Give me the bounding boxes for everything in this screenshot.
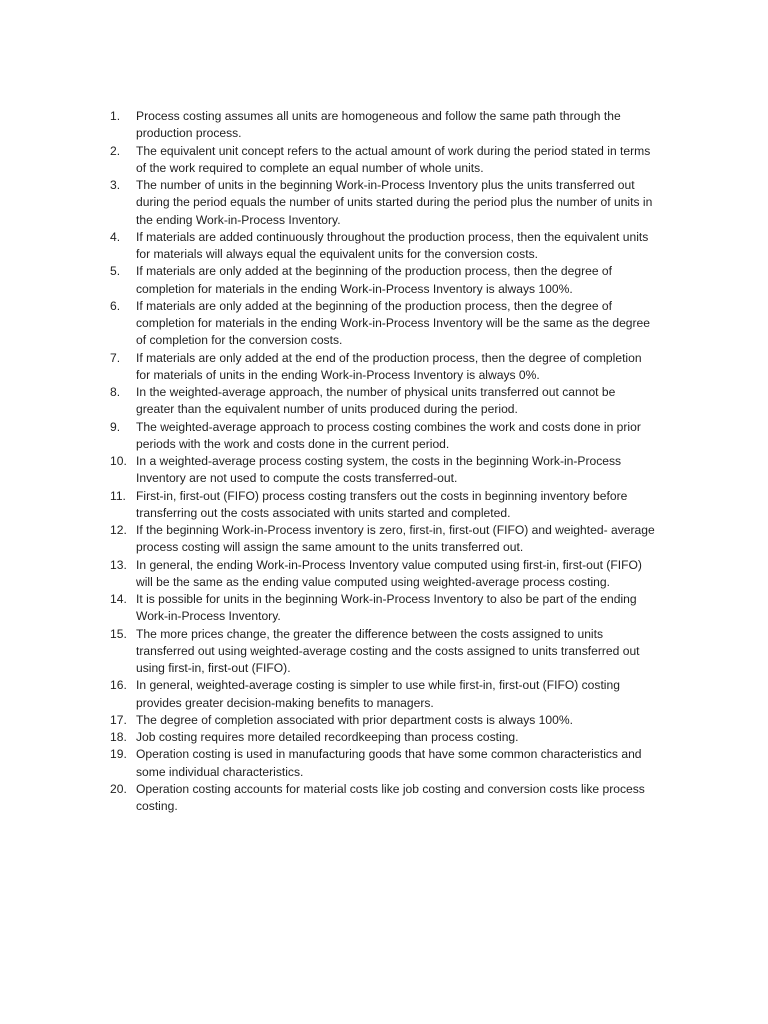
item-number: 13.: [110, 557, 127, 572]
list-item: [110, 350, 655, 385]
list-item: [110, 143, 655, 178]
item-text: The number of units in the beginning Work-in-Process Inventory plus the units transferred out during the period equals the number of units started during the period plus the number of units in the ending Work-in-Process Inventory.: [136, 178, 653, 227]
item-number: 7.: [110, 350, 121, 365]
item-number: 9.: [110, 419, 121, 434]
item-number: 1.: [110, 109, 121, 123]
item-number: 6.: [110, 298, 121, 313]
item-text: If materials are only added at the beginning of the production process, then the degree of completion for materials in the ending Work-in-Process Inventory will be the same as the degree of completion for the conversion costs.: [136, 298, 651, 348]
item-number: 20.: [110, 781, 127, 796]
item-text: The weighted-average approach to process costing combines the work and costs done in prior periods with the work and costs done in the current period.: [136, 419, 641, 451]
list-item: [110, 626, 655, 678]
item-text: First-in, first-out (FIFO) process costing transfers out the costs in beginning inventory before transferring out the costs associated with units started and completed.: [136, 488, 628, 520]
item-number: 5.: [110, 264, 121, 279]
item-number: 14.: [110, 592, 127, 606]
item-text: If materials are only added at the end of the production process, then the degree of completion for materials of units in the ending Work-in-Process Inventory is always 0%.: [136, 350, 642, 382]
item-text: Process costing assumes all units are homogeneous and follow the same path through the production process.: [136, 109, 621, 141]
item-text: If the beginning Work-in-Process inventory is zero, first-in, first-out (FIFO) and weighted- average process costing will assign the same amount to the units transferred out.: [136, 523, 655, 555]
statement-list: [110, 108, 655, 815]
item-text: If materials are added continuously throughout the production process, then the equivalent units for materials will always equal the equivalent units for the conversion costs.: [136, 229, 649, 261]
item-number: 15.: [110, 626, 127, 641]
list-item: [110, 229, 655, 264]
item-number: 12.: [110, 523, 127, 537]
item-text: Operation costing is used in manufacturing goods that have some common characteristics and some individual characteristics.: [136, 747, 642, 779]
item-number: 4.: [110, 229, 121, 244]
item-number: 10.: [110, 454, 127, 468]
list-item: [110, 746, 655, 781]
list-item: [110, 591, 655, 626]
list-item: [110, 108, 655, 143]
item-number: 16.: [110, 678, 127, 693]
item-text: The degree of completion associated with prior department costs is always 100%.: [136, 712, 573, 727]
item-text: In the weighted-average approach, the number of physical units transferred out cannot be greater than the equivalent number of units produced during the period.: [136, 385, 616, 417]
item-number: 18.: [110, 730, 127, 744]
list-item: [110, 298, 655, 350]
list-item: [110, 712, 655, 729]
list-item: [110, 419, 655, 454]
list-item: [110, 781, 655, 816]
list-item: [110, 522, 655, 557]
item-number: 3.: [110, 178, 121, 192]
item-text: The more prices change, the greater the difference between the costs assigned to units transferred out using weighted-average costing and the costs assigned to units transferred out using first-in, first-out (FIFO).: [136, 626, 640, 675]
list-item: [110, 557, 655, 592]
item-text: If materials are only added at the beginning of the production process, then the degree of completion for materials in the ending Work-in-Process Inventory is always 100%.: [136, 264, 613, 296]
item-text: The equivalent unit concept refers to the actual amount of work during the period stated in terms of the work required to complete an equal number of whole units.: [136, 143, 651, 175]
item-text: Job costing requires more detailed recordkeeping than process costing.: [136, 730, 519, 744]
item-number: 11.: [110, 488, 126, 503]
list-item: [110, 729, 655, 746]
item-number: 2.: [110, 143, 121, 158]
item-number: 8.: [110, 385, 121, 399]
item-number: 17.: [110, 712, 127, 727]
list-item: [110, 488, 655, 523]
list-item: [110, 263, 655, 298]
item-number: 19.: [110, 747, 127, 762]
item-text: In general, the ending Work-in-Process Inventory value computed using first-in, first-out (FIFO) will be the same as the ending value computed using weighted-average process costing.: [136, 557, 642, 589]
item-text: It is possible for units in the beginning Work-in-Process Inventory to also be part of the ending Work-in-Process Inventory.: [136, 592, 637, 624]
list-item: [110, 677, 655, 712]
item-text: Operation costing accounts for material costs like job costing and conversion costs like process costing.: [136, 781, 645, 813]
list-item: [110, 453, 655, 488]
list-item: [110, 177, 655, 229]
item-text: In a weighted-average process costing system, the costs in the beginning Work-in-Process Inventory are not used to compute the costs transferred-out.: [136, 454, 622, 486]
list-item: [110, 384, 655, 419]
item-text: In general, weighted-average costing is simpler to use while first-in, first-out (FIFO) costing provides greater decision-making benefits to managers.: [136, 678, 620, 710]
